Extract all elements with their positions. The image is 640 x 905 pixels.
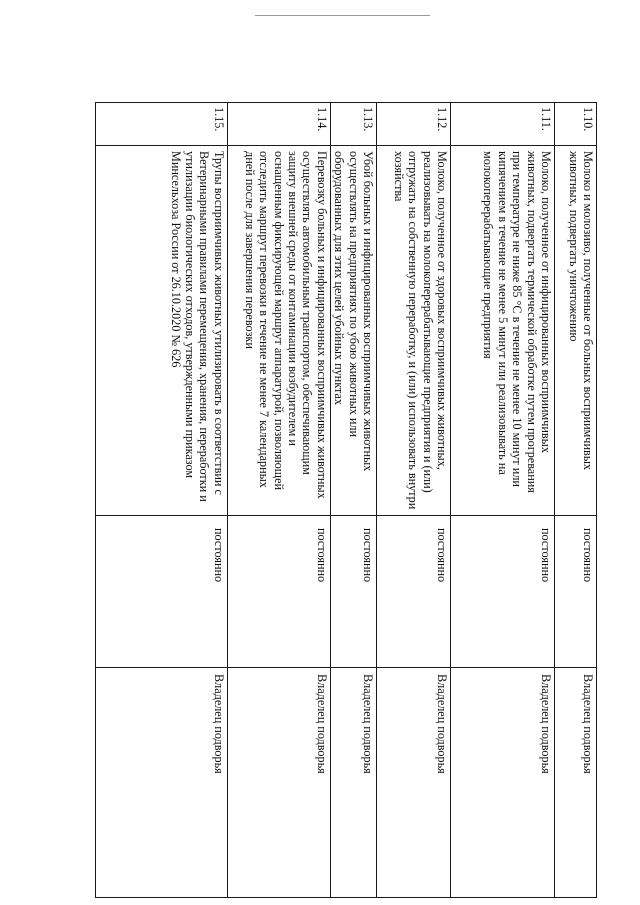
measures-table — [95, 102, 597, 898]
row-number: 1.14. — [227, 103, 330, 146]
row-responsible: Владелец подворья — [377, 668, 451, 898]
row-responsible: Владелец подворья — [330, 668, 376, 898]
row-description: Убой больных и инфицированных восприимчивых животных осуществлять на предприятиях по убою животных или оборудованных для этих целей убойных пунктах — [330, 146, 376, 516]
row-number: 1.12. — [377, 103, 451, 146]
row-description: Молоко, полученное от инфицированных восприимчивых животных, подвергать термической обработке путем прогревания при температуре не ниже 85 °C в течение не менее 10 минут или кипячением в течение не менее 5 минут или реализовывать на молокоперерабатывающие предприятия — [451, 146, 555, 516]
measures-table-rotated — [97, 102, 597, 897]
table-row — [330, 103, 376, 898]
row-number: 1.10. — [555, 103, 597, 146]
row-term: постоянно — [95, 516, 227, 668]
header-rule — [255, 15, 430, 16]
row-number: 1.13. — [330, 103, 376, 146]
row-description: Молоко и молозиво, полученные от больных восприимчивых животных, подвергать уничтожению — [555, 146, 597, 516]
row-description: Трупы восприимчивых животных утилизировать в соответствии с Ветеринарными правилами перемещения, хранения, переработки и утилизации биологических отходов, утвержденными приказом Минсельхоза России от 26.10.2020 № 626 — [95, 146, 227, 516]
row-responsible: Владелец подворья — [451, 668, 555, 898]
row-responsible: Владелец подворья — [95, 668, 227, 898]
row-term: постоянно — [555, 516, 597, 668]
table-row — [227, 103, 330, 898]
row-responsible: Владелец подворья — [227, 668, 330, 898]
table-row — [95, 103, 227, 898]
row-term: постоянно — [377, 516, 451, 668]
row-description: Перевозку больных и инфицированных восприимчивых животных осуществлять автомобильным транспортом, обеспечивающим защиту внешней среды от контаминации возбудителем и оснащенным фиксирующей маршрут аппаратурой, позволяющей отследить маршрут перевозки в течение не менее 7 календарных дней после для завершения перевозки — [227, 146, 330, 516]
row-number: 1.15. — [95, 103, 227, 146]
row-term: постоянно — [330, 516, 376, 668]
table-row — [377, 103, 451, 898]
row-responsible: Владелец подворья — [555, 668, 597, 898]
row-number: 1.11. — [451, 103, 555, 146]
row-description: Молоко, полученное от здоровых восприимчивых животных, реализовывать на молокоперерабатывающие предприятия и (или) отгружать на собственную переработку, и (или) использовать внутри хозяйства — [377, 146, 451, 516]
row-term: постоянно — [227, 516, 330, 668]
table-row — [555, 103, 597, 898]
table-row — [451, 103, 555, 898]
row-term: постоянно — [451, 516, 555, 668]
